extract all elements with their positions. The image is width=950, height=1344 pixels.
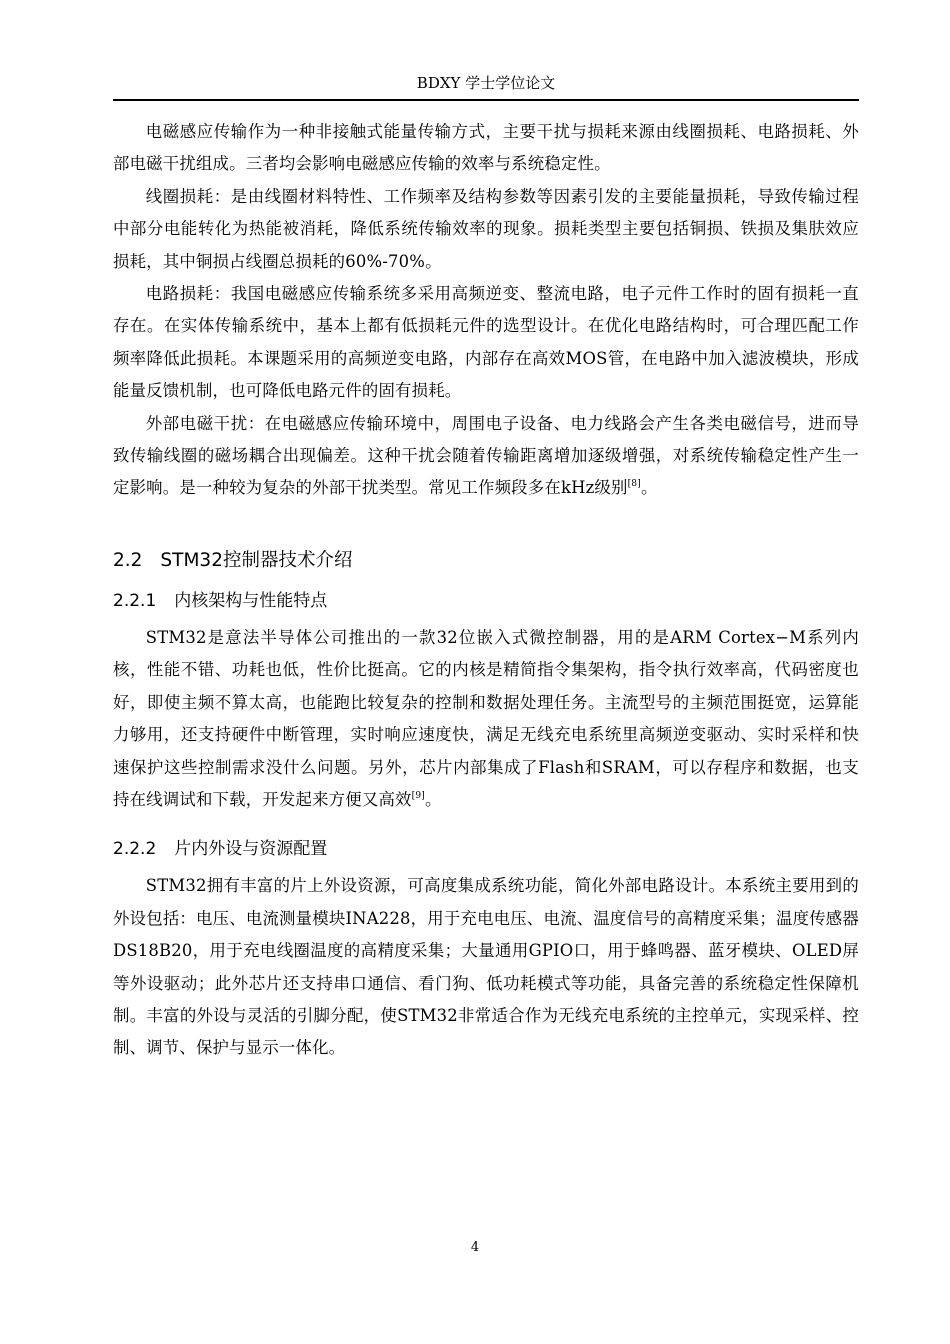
- subsection-title: 片内外设与资源配置: [174, 839, 328, 860]
- section-heading-2-2: [113, 546, 859, 576]
- subsection-title: 内核架构与性能特点: [174, 590, 328, 611]
- citation-9: [9]: [411, 790, 425, 801]
- paragraph-core-architecture: STM32是意法半导体公司推出的一款32位嵌入式微控制器，用的是ARM Cortex−M系列内核，性能不错、功耗也低，性价比挺高。它的内核是精简指令集架构，指令执行效率高，代码密度也好，即使主频不算太高，也能跑比较复杂的控制和数据处理任务。主流型号的主频范围挺宽，运算能力够用，还支持硬件中断管理，实时响应速度快，满足无线充电系统里高频逆变驱动、实时采样和快速保护这些控制需求没什么问题。另外，芯片内部集成了Flash和SRAM，可以存程序和数据，也支持在线调试和下载，开发起来方便又高效[9]。: [113, 627, 859, 809]
- page-number: 4: [470, 1240, 480, 1255]
- subsection-number: 2.2.1: [113, 590, 157, 611]
- paragraph-circuit-loss: 电路损耗：我国电磁感应传输系统多采用高频逆变、整流电路，电子元件工作时的固有损耗一直存在。在实体传输系统中，基本上都有低损耗元件的选型设计。在优化电路结构时，可合理匹配工作频率降低此损耗。本课题采用的高频逆变电路，内部存在高效MOS管，在电路中加入滤波模块，形成能量反馈机制，也可降低电路元件的固有损耗。: [113, 284, 859, 401]
- section-number: 2.2: [113, 549, 143, 571]
- paragraph-coil-loss: 线圈损耗：是由线圈材料特性、工作频率及结构参数等因素引发的主要能量损耗，导致传输过程中部分电能转化为热能被消耗，降低系统传输效率的现象。损耗类型主要包括铜损、铁损及集肤效应损耗，其中铜损占线圈总损耗的60%-70%。: [113, 186, 859, 271]
- paragraph-em-interference: 外部电磁干扰：在电磁感应传输环境中，周围电子设备、电力线路会产生各类电磁信号，进而导致传输线圈的磁场耦合出现偏差。这种干扰会随着传输距离增加逐级增强，对系统传输稳定性产生一定影响。是一种较为复杂的外部干扰类型。常见工作频段多在kHz级别[8]。: [113, 413, 859, 498]
- citation-8: [8]: [627, 479, 641, 490]
- running-header: BDXY 学士学位论文: [416, 74, 556, 92]
- subsection-heading-2-2-2: [113, 834, 859, 864]
- subsection-heading-2-2-1: [113, 586, 859, 616]
- paragraph-em-overview: 电磁感应传输作为一种非接触式能量传输方式，主要干扰与损耗来源由线圈损耗、电路损耗、外部电磁干扰组成。三者均会影响电磁感应传输的效率与系统稳定性。: [113, 122, 859, 174]
- paragraph-peripherals: STM32拥有丰富的片上外设资源，可高度集成系统功能，简化外部电路设计。本系统主要用到的外设包括：电压、电流测量模块INA228，用于充电电压、电流、温度信号的高精度采集；温度传感器DS18B20，用于充电线圈温度的高精度采集；大量通用GPIO口，用于蜂鸣器、蓝牙模块、OLED屏等外设驱动；此外芯片还支持串口通信、看门狗、低功耗模式等功能，具备完善的系统稳定性保障机制。丰富的外设与灵活的引脚分配，使STM32非常适合作为无线充电系统的主控单元，实现采样、控制、调节、保护与显示一体化。: [113, 876, 859, 1058]
- page-body: [113, 116, 859, 1065]
- section-title: STM32控制器技术介绍: [160, 549, 353, 571]
- header-rule: [113, 99, 859, 101]
- subsection-number: 2.2.2: [113, 839, 157, 860]
